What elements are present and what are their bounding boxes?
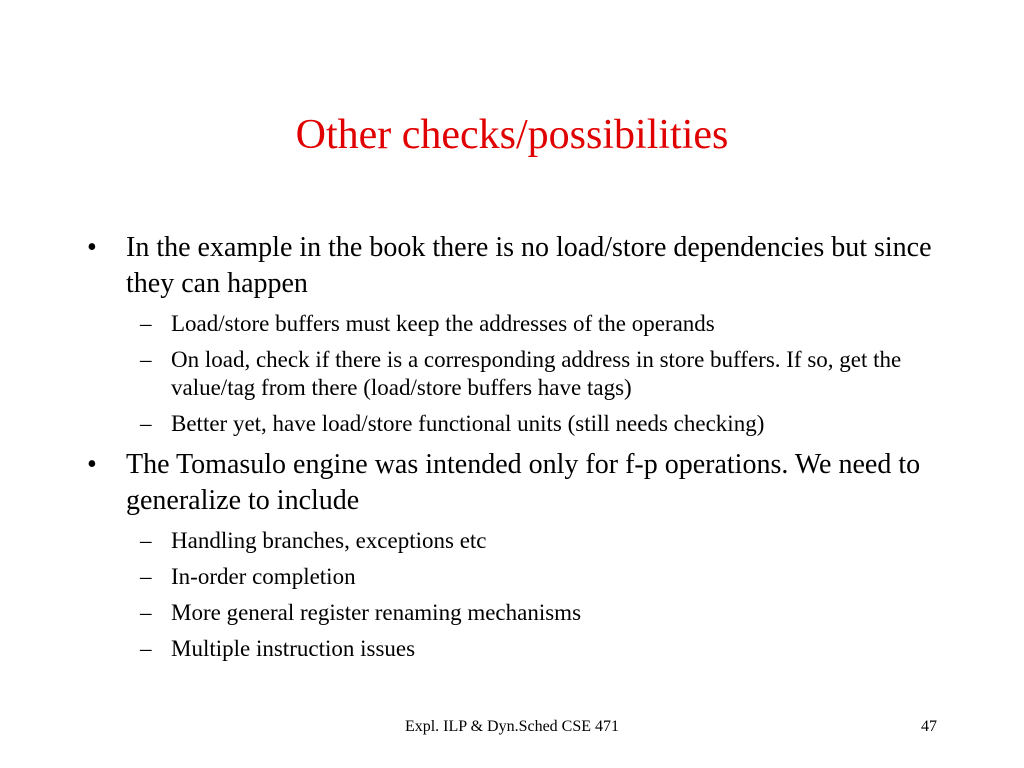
dash-mark: – <box>140 636 152 661</box>
sub-item-text: On load, check if there is a corresponding address in store buffers. If so, get the value/tag from there (load/store buffers have tags) <box>171 347 902 400</box>
sub-item <box>82 635 952 663</box>
bullet-mark: • <box>87 232 97 263</box>
sub-item-text: Better yet, have load/store functional units (still needs checking) <box>171 411 765 436</box>
sub-item-text: Load/store buffers must keep the addresses of the operands <box>171 311 715 336</box>
dash-mark: – <box>140 528 152 553</box>
sub-item <box>82 346 952 402</box>
page-number: 47 <box>921 718 937 735</box>
dash-mark: – <box>140 347 152 372</box>
slide-footer: Expl. ILP & Dyn.Sched CSE 471 <box>404 718 620 735</box>
bullet-item <box>82 447 952 519</box>
bullet-mark: • <box>87 449 97 480</box>
sub-item <box>82 527 952 555</box>
bullet-text: In the example in the book there is no load/store dependencies but since they can happen <box>126 232 932 299</box>
sub-item <box>82 563 952 591</box>
dash-mark: – <box>140 411 152 436</box>
bullet-text: The Tomasulo engine was intended only for f-p operations. We need to generalize to include <box>126 449 921 516</box>
sub-item-text: More general register renaming mechanisms <box>171 600 582 625</box>
bullet-item <box>82 230 952 302</box>
slide-body <box>82 230 952 663</box>
sub-item <box>82 410 952 438</box>
sub-item-text: Handling branches, exceptions etc <box>171 528 487 553</box>
sub-item <box>82 310 952 338</box>
slide-title: Other checks/possibilities <box>295 112 729 158</box>
sub-item-text: In-order completion <box>171 564 356 589</box>
dash-mark: – <box>140 600 152 625</box>
dash-mark: – <box>140 311 152 336</box>
dash-mark: – <box>140 564 152 589</box>
sub-item-text: Multiple instruction issues <box>171 636 416 661</box>
sub-item <box>82 599 952 627</box>
